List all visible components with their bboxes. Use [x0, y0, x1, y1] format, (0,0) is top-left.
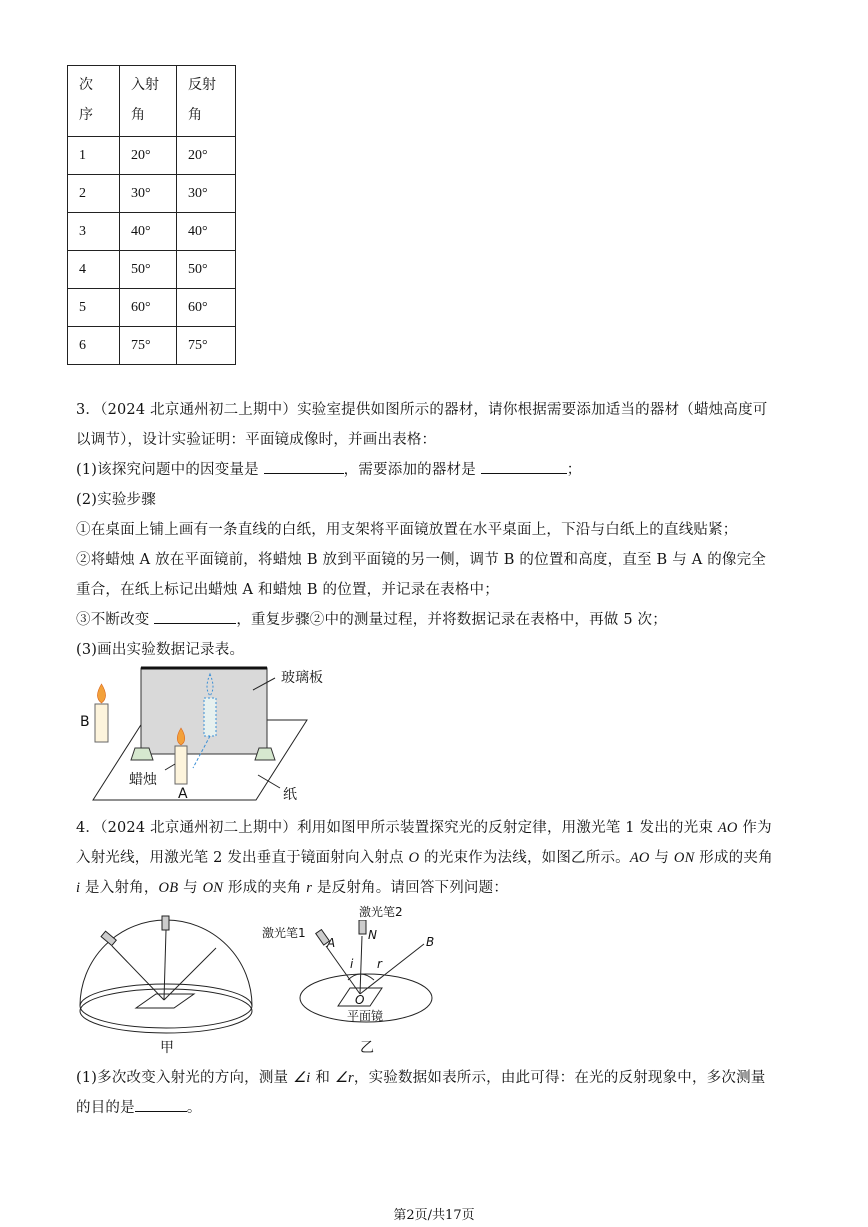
q3-line-1: 3．（2024 北京通州初二上期中）实验室提供如图所示的器材，请你根据需要添加适当的器材（蜡烛高度可	[76, 402, 768, 418]
label-angle-r: r	[377, 957, 382, 971]
q3-step-1: ①在桌面上铺上画有一条直线的白纸，用支架将平面镜放置在水平桌面上，下沿与白纸上的直线贴紧；	[76, 522, 738, 538]
label-glass-plate: 玻璃板	[281, 670, 323, 686]
q4-line-3	[76, 876, 508, 897]
q4-var: O	[408, 850, 420, 866]
header-sequence: 次 序	[79, 78, 93, 123]
q4-text: ，实验数据如表所示，由此可得：在光的反射现象中，多次测量	[353, 1070, 766, 1086]
table-cell: 2	[68, 175, 120, 213]
q4-text: 入射光线，用激光笔 2 发出垂直于镜面射向入射点	[76, 850, 404, 866]
q4-text: 的光束作为法线，如图乙所示。	[424, 850, 630, 866]
header-incident-angle: 入射 角	[131, 78, 159, 123]
q4-text: 作为	[742, 820, 772, 836]
q3-part3: (3)画出实验数据记录表。	[76, 642, 245, 658]
reflection-data-table	[67, 65, 236, 365]
answer-blank-dependent-variable[interactable]	[264, 459, 344, 474]
stand-right	[255, 748, 275, 760]
label-candle-b: B	[80, 714, 90, 730]
q4-part1-line-2	[76, 1096, 202, 1117]
q4-var: ∠i	[293, 1070, 311, 1086]
table-cell: 5	[68, 289, 120, 327]
table-cell: 30°	[120, 175, 177, 213]
label-fig-yi: 乙	[360, 1040, 374, 1056]
q3-step-3	[76, 608, 667, 629]
label-laser-pen-1: 激光笔1	[262, 926, 306, 940]
label-candle: 蜡烛	[129, 772, 157, 788]
q4-line-2	[76, 846, 773, 867]
q4-text: 与	[183, 880, 198, 896]
answer-blank-variable[interactable]	[154, 609, 236, 624]
q4-var: ON	[202, 880, 224, 896]
table-row	[68, 289, 236, 327]
label-plane-mirror: 平面镜	[347, 1009, 384, 1023]
table-cell: 75°	[177, 327, 236, 365]
table-cell: 20°	[177, 137, 236, 175]
candle-image	[204, 698, 216, 736]
answer-blank-purpose[interactable]	[135, 1097, 187, 1112]
q3-part1-text-a: (1)该探究问题中的因变量是	[76, 462, 259, 478]
table-header-cell	[68, 66, 120, 137]
table-cell: 6	[68, 327, 120, 365]
q4-var: i	[76, 880, 81, 896]
label-point-o: O	[355, 993, 365, 1007]
answer-blank-equipment[interactable]	[481, 459, 567, 474]
q4-var: ON	[673, 850, 695, 866]
q4-text: 形成的夹角	[227, 880, 302, 896]
table-cell: 75°	[120, 327, 177, 365]
label-laser-pen-2: 激光笔2	[359, 905, 403, 919]
q4-text: 形成的夹角	[699, 850, 773, 866]
laser-pen-2	[359, 920, 366, 934]
q4-text: 与	[654, 850, 670, 866]
candle-a	[175, 746, 187, 784]
q3-line-2: 以调节），设计实验证明：平面镜成像时，并画出表格：	[76, 432, 437, 448]
q3-part2-heading: (2)实验步骤	[76, 492, 156, 508]
table-row	[68, 137, 236, 175]
laser-pen-1	[101, 931, 116, 945]
q3-step-2a: ②将蜡烛 A 放在平面镜前，将蜡烛 B 放到平面镜的另一侧，调节 B 的位置和高度，直至 B 与 A 的像完全	[76, 552, 766, 568]
table-cell: 3	[68, 213, 120, 251]
laser-pen-2	[162, 916, 169, 930]
label-fig-jia: 甲	[160, 1040, 174, 1056]
table-row	[68, 213, 236, 251]
q3-part1	[76, 458, 581, 479]
q4-var: OB	[158, 880, 179, 896]
q4-text: 是反射角。请回答下列问题：	[316, 880, 509, 896]
label-point-a: A	[327, 936, 336, 950]
page-footer: 第2页/共17页	[393, 1208, 475, 1223]
table-row	[68, 327, 236, 365]
table-cell: 50°	[120, 251, 177, 289]
q4-text: 和	[315, 1070, 331, 1086]
q4-var: AO	[717, 820, 738, 836]
label-candle-a: A	[178, 786, 188, 802]
q3-part1-text-b: ，需要添加的器材是	[343, 462, 476, 478]
header-reflection-angle: 反射 角	[188, 78, 216, 123]
table-cell: 1	[68, 137, 120, 175]
label-paper: 纸	[283, 787, 297, 803]
table-cell: 40°	[120, 213, 177, 251]
table-cell: 60°	[120, 289, 177, 327]
table-header-cell	[120, 66, 177, 137]
table-header-cell	[177, 66, 236, 137]
table-cell: 20°	[120, 137, 177, 175]
q3-step-3-text-b: ，重复步骤②中的测量过程，并将数据记录在表格中，再做 5 次；	[236, 612, 667, 628]
q4-var: ∠r	[334, 1070, 354, 1086]
q4-line-1	[76, 816, 772, 837]
table-header-row	[68, 66, 236, 137]
candle-b	[95, 704, 108, 742]
table-cell: 50°	[177, 251, 236, 289]
label-normal-n: N	[368, 928, 377, 942]
q3-part1-text-c: ；	[566, 462, 582, 478]
hemisphere-apparatus-figure	[76, 908, 261, 1038]
table-row	[68, 251, 236, 289]
q4-text: (1)多次改变入射光的方向，测量	[76, 1070, 289, 1086]
stand-left	[131, 748, 153, 760]
q4-text: 。	[186, 1100, 202, 1116]
table-row	[68, 175, 236, 213]
q4-var: AO	[629, 850, 650, 866]
table-cell: 4	[68, 251, 120, 289]
label-angle-i: i	[350, 957, 354, 971]
q4-text: 是入射角，	[85, 880, 159, 896]
q4-text: 的目的是	[76, 1100, 135, 1116]
label-point-b: B	[426, 935, 435, 949]
q4-var: r	[306, 880, 313, 896]
flame-b	[97, 684, 105, 703]
q3-step-3-text-a: ③不断改变	[76, 612, 150, 628]
table-cell: 30°	[177, 175, 236, 213]
table-cell: 40°	[177, 213, 236, 251]
q4-part1-line-1	[76, 1066, 765, 1087]
q4-text: 4．（2024 北京通州初二上期中）利用如图甲所示装置探究光的反射定律，用激光笔 1 发出的光束	[76, 820, 714, 836]
table-cell: 60°	[177, 289, 236, 327]
q3-step-2b: 重合，在纸上标记出蜡烛 A 和蜡烛 B 的位置，并记录在表格中；	[76, 582, 499, 598]
